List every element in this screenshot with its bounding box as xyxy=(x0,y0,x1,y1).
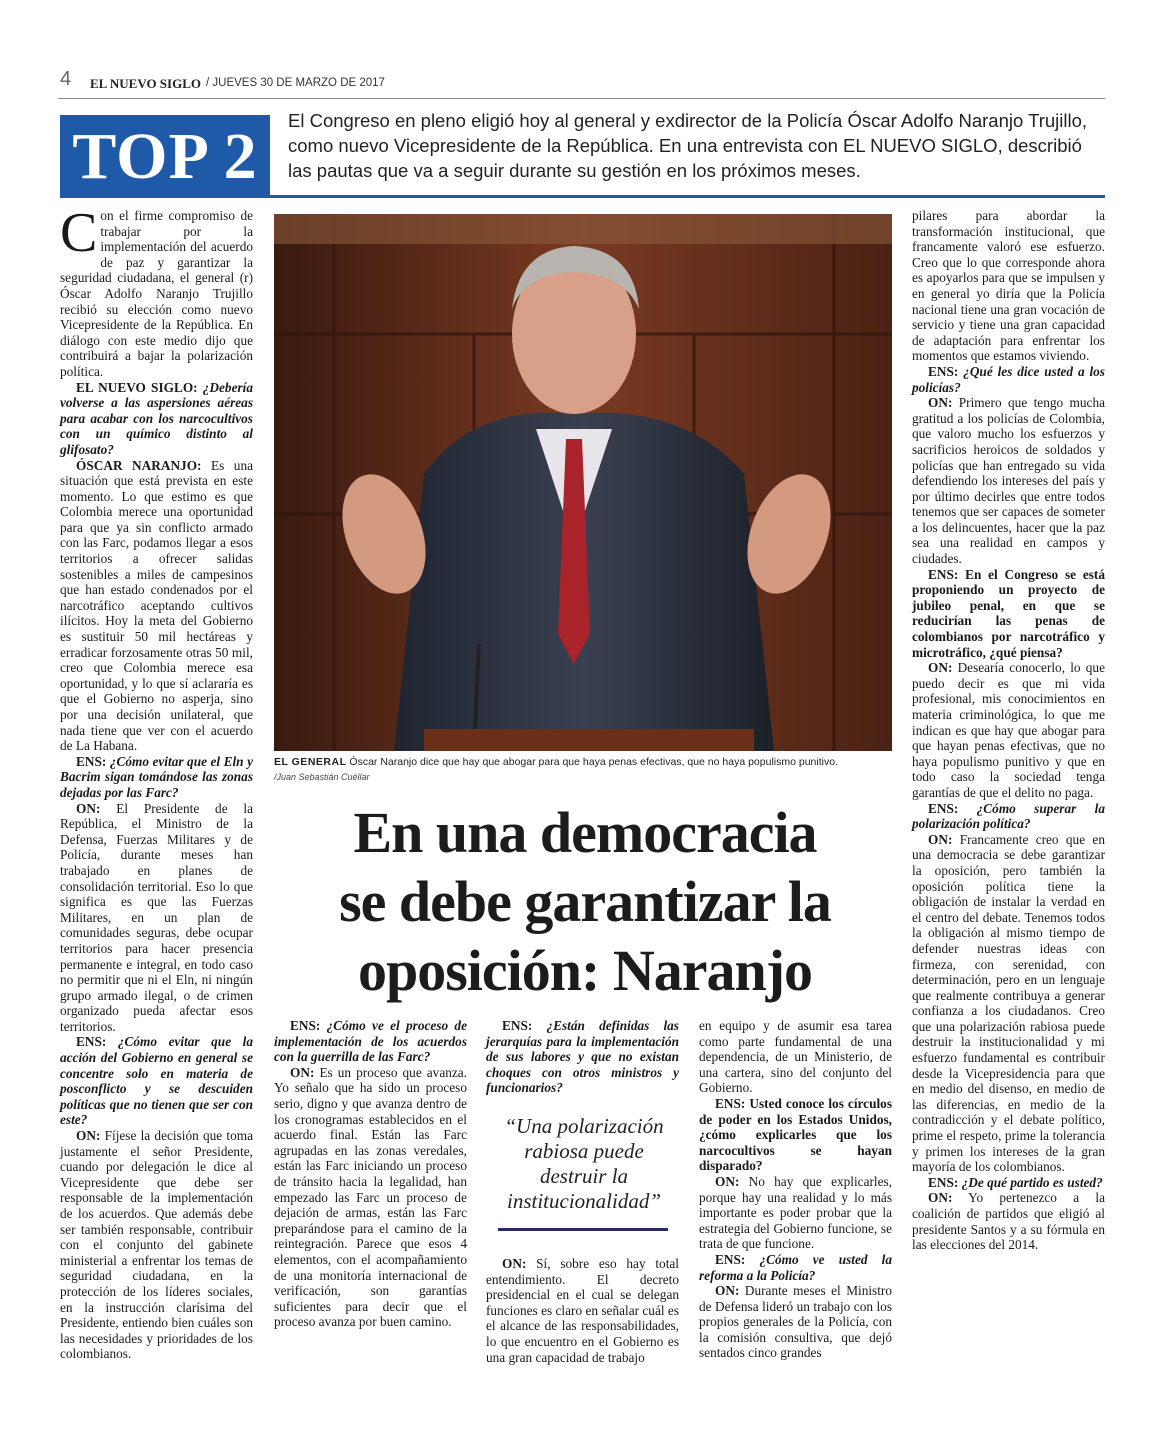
article-column-2 xyxy=(274,1018,467,1330)
answer: ON: Yo pertenezco a la coalición de partidos que eligió al presidente Santos y a su fórmula en las elecciones del 2014. xyxy=(912,1190,1105,1253)
caption-text: Óscar Naranjo dice que hay que abogar para que haya penas efectivas, que no haya populismo punitivo. xyxy=(349,756,838,768)
pull-quote: “Una polarización rabiosa puede destruir la institucionalidad” xyxy=(504,1114,664,1213)
caption-label: EL GENERAL xyxy=(274,756,347,768)
pull-quote-rule xyxy=(498,1228,668,1231)
paragraph: en equipo y de asumir esa tarea como parte fundamental de una dependencia, de un Ministerio, de una cartera, sino del conjunto del Gobierno. xyxy=(699,1018,892,1096)
question: ENS: En el Congreso se está proponiendo un proyecto de jubileo penal, en que se reducirían las penas de colombianos por narcotráfico y microtráfico, ¿qué piensa? xyxy=(912,566,1105,660)
answer: ON: No hay que explicarles, porque hay una realidad y lo más importante es poder probar que la estrategia del Gobierno funcione, se trata de que funcione. xyxy=(699,1173,892,1252)
article-column-5 xyxy=(912,208,1105,1253)
answer: ON: Desearía conocerlo, lo que puedo decir es que mi vida profesional, mis conocimientos en materia criminológica, lo que me indican es que hay que abogar para que hayan penas efectivas, que no haya populismo punitivo y que en todo caso la sociedad tenga garantías de que el delito no paga. xyxy=(912,660,1105,800)
question: EL NUEVO SIGLO: ¿Debería volverse a las aspersiones aéreas para acabar con los narcocultivos con un químico distinto al glifosato? xyxy=(60,379,253,457)
photo-caption xyxy=(274,756,894,768)
article-column-3 xyxy=(486,1018,679,1096)
question: ENS: ¿Cómo ve usted la reforma a la Policía? xyxy=(699,1251,893,1283)
header-rule xyxy=(60,195,1105,198)
article-column-1 xyxy=(60,202,254,1362)
question: ENS: Usted conoce los círculos de poder en los Estados Unidos, ¿cómo explicarles que los narcocultivos se hayan disparado? xyxy=(699,1095,893,1174)
intro-text: El Congreso en pleno eligió hoy al general y exdirector de la Policía Óscar Adolfo Naranjo Trujillo, como nuevo Vicepresidente de la República. En una entrevista con EL NUEVO SIGLO, describió las pautas que va a seguir durante su gestión en los próximos meses. xyxy=(288,110,1088,181)
answer: ON: Primero que tengo mucha gratitud a los policías de Colombia, que valoro mucho los esfuerzos y sacrificios heroicos de soldados y policías que han entregado su vida defendiendo los intereses del país y por último decirles que entre todos tenemos que ser capaces de someter a los delincuentes, hacer que la paz sea una realidad en campos y ciudades. xyxy=(912,395,1105,567)
newspaper-name: EL NUEVO SIGLO xyxy=(90,76,201,91)
article-photo xyxy=(274,214,892,751)
lead-paragraph: Con el firme compromiso de trabajar por la implementación del acuerdo de paz y garantizar la seguridad ciudadana, el general (r) Óscar Adolfo Naranjo Trujillo recibió su elección como nuevo Vicepresidente de la República. En diálogo con este medio dijo que contribuirá a bajar la polarización política. xyxy=(60,202,253,379)
article-column-4 xyxy=(699,1018,892,1361)
question: ENS: ¿Cómo ve el proceso de implementación de los acuerdos con la guerrilla de las Farc? xyxy=(274,1018,467,1065)
question: ENS: ¿De qué partido es usted? xyxy=(928,1174,1103,1190)
question: ENS: ¿Están definidas las jerarquías para la implementación de sus labores y que no existan choques con otros ministros y funcionarios? xyxy=(486,1018,679,1096)
question: ENS: ¿Cómo evitar que la acción del Gobierno en general se concentre solo en materia de posconflicto y se descuiden políticas que no tienen que ser con este? xyxy=(60,1034,253,1128)
page-number: 4 xyxy=(60,68,72,90)
question: ENS: ¿Cómo evitar que el Eln y Bacrim sigan tomándose las zonas dejadas por las Farc? xyxy=(60,753,253,800)
article-column-3-continued xyxy=(486,1256,679,1365)
question: ENS: ¿Qué les dice usted a los policías? xyxy=(912,363,1105,395)
answer: ÓSCAR NARANJO: Es una situación que está prevista en este momento. Lo que estimo es que Colombia merece una oportunidad para que ya sin conflicto armado con las Farc, podamos llegar a esos territorios a ofrecer salidas sostenibles a miles de campesinos que han estado condenados por el narcotráfico aceptando cultivos ilícitos. Hoy la meta del Gobierno es sustituir 50 mil hectáreas y erradicar forzosamente otras 50 mil, creo que Colombia merece esa oportunidad, y lo que sí aclararía es que el Gobierno no asperja, sino por una decisión unilateral, que nada tiene que ver con el acuerdo de La Habana. xyxy=(60,457,253,754)
drop-cap: C xyxy=(60,202,98,264)
answer: ON: Durante meses el Ministro de Defensa lideró un trabajo con los propios generales de la Policía, con la comisión consultiva, que dejó sentados cinco grandes xyxy=(699,1283,892,1361)
photo-illustration xyxy=(274,214,892,751)
headline: En una democracia se debe garantizar la oposición: Naranjo xyxy=(339,800,831,1003)
publication-date: / JUEVES 30 DE MARZO DE 2017 xyxy=(206,77,385,89)
question: ENS: ¿Cómo superar la polarización política? xyxy=(912,800,1105,832)
answer: ON: Fíjese la decisión que toma justamente el señor Presidente, cuando por delegación le dice al Vicepresidente que debe ser responsable de la implementación de los acuerdos. Que además debe ser también responsable, contribuir con el conjunto del gabinete ministerial a enfrentar los temas de seguridad ciudadana, en la protección de los líderes sociales, en la instrucción clarísima del Presidente, entiendo bien cuáles son las necesidades y prioridades de los colombianos. xyxy=(60,1128,253,1362)
photo-credit: /Juan Sebastián Cuéllar xyxy=(274,772,370,782)
paragraph: pilares para abordar la transformación institucional, que francamente valoró ese esfuerzo. Creo que lo que corresponde ahora es apoyarlos para que se impulsen y en general yo diría que la Policía nacional tiene una gran vocación de servicio y tiene una gran capacidad de adaptación para enfrentar los momentos que estamos viviendo. xyxy=(912,208,1105,364)
answer: ON: El Presidente de la República, el Ministro de la Defensa, Fuerzas Militares y de Policía, durante meses han trabajado en planes de consolidación territorial. Eso lo que significa es que las Fuerzas Militares, en un plan de comunidades seguras, debe ocupar territorios para hacer presencia permanente e integral, en todo caso no permitir que ni el Eln, ni ningún grupo armado ilegal, o de crimen organizado pueda afectar esos territorios. xyxy=(60,800,254,1034)
section-label: TOP 2 xyxy=(60,115,270,197)
page-header xyxy=(58,70,1105,99)
answer: ON: Francamente creo que en una democracia se debe garantizar la oposición, pero también la oposición política tiene la obligación de instalar la verdad en el centro del debate. Tenemos todos la obligación al mismo tiempo de defender nuestras ideas con firmeza, con serenidad, con determinación, pero en un lenguaje que realmente contribuya a generar confianza a los ciudadanos. Creo que una polarización rabiosa puede destruir la institucionalidad y mi esfuerzo fundamental es contribuir desde la Vicepresidencia para que en medio del disenso, en medio de las diferencias, en medio de la contradicción y el debate político, prime el respeto, prime la tolerancia y primen los intereses de la gran mayoría de los colombianos. xyxy=(912,831,1105,1175)
answer: ON: Sí, sobre eso hay total entendimiento. El decreto presidencial en el cual se delegan funciones es claro en señalar cuál es el alcance de las responsabilidades, lo que encuentro en el Gobierno es una gran capacidad de trabajo xyxy=(486,1256,679,1365)
answer: ON: Es un proceso que avanza. Yo señalo que ha sido un proceso serio, digno y que avanza dentro de los cronogramas establecidos en el acuerdo final. Están las Farc agrupadas en las zonas veredales, están las Farc iniciando un proceso de tránsito hacia la legalidad, han empezado las Farc un proceso de dejación de armas, están las Farc preparándose para el camino de la reintegración. Parece que esos 4 elementos, con el acompañamiento de una monitoría internacional de verificación, son garantías suficientes para decir que el proceso avanza por buen camino. xyxy=(274,1064,468,1330)
